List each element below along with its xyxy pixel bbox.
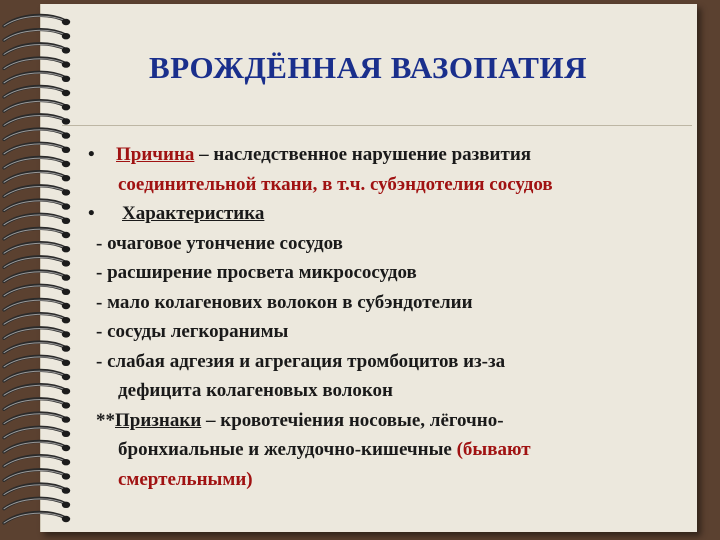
cause-continuation: соединительной ткани, в т.ч. субэндотелия сосудов	[118, 173, 553, 195]
slide-title: ВРОЖДЁННАЯ ВАЗОПАТИЯ	[149, 50, 587, 85]
cause-term: Причина	[116, 144, 195, 165]
signs-prefix: **	[96, 409, 115, 431]
signs-warning-continuation: смертельными)	[118, 468, 253, 490]
list-item: - сосуды легкоранимы	[96, 321, 289, 342]
signs-warning: (бывают	[456, 439, 531, 460]
signs-cont-text: бронхиальные и желудочно-кишечные	[118, 439, 457, 460]
list-item: - расширение просвета микрососудов	[96, 262, 417, 283]
bullet-icon: •	[88, 203, 95, 224]
list-item: - слабая адгезия и агрегация тромбоцитов из-за	[96, 350, 506, 372]
bullet-characteristics	[80, 199, 670, 229]
characteristics-term: Характеристика	[122, 203, 265, 224]
cause-text: – наследственное нарушение развития	[194, 144, 532, 165]
signs-line	[80, 406, 670, 436]
list-item: - мало колагенових волокон в субэндотелии	[96, 291, 473, 313]
list-item: - очаговое утончение сосудов	[96, 232, 343, 254]
slide-body	[80, 140, 670, 494]
signs-continuation	[80, 435, 670, 465]
bullet-icon: •	[88, 144, 95, 165]
title-divider	[62, 125, 692, 126]
bullet-cause	[80, 140, 670, 170]
list-item-continuation: дефицита колагеновых волокон	[118, 380, 393, 401]
signs-term: Признаки	[115, 409, 202, 431]
signs-text: – кровотечiения носовые, лёгочно-	[201, 409, 504, 431]
